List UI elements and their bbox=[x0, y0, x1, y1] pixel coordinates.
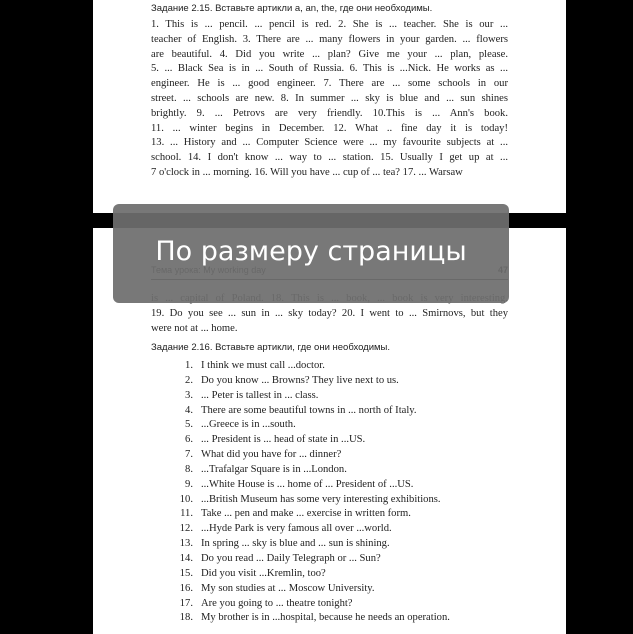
list-item bbox=[167, 478, 450, 493]
list-item-text: In spring ... sky is blue and ... sun is shining. bbox=[201, 538, 390, 550]
list-item-number: 2. bbox=[185, 374, 193, 386]
text-line: 1. This is ... pencil. ... pencil is red. 2. She is ... teacher. She is our ... bbox=[151, 19, 508, 30]
list-item bbox=[167, 611, 450, 626]
task-2-16-title bbox=[151, 342, 390, 353]
task-2-15-title-text: Задание 2.15. Вставьте артикли a, an, the, где они необходимы. bbox=[151, 3, 433, 14]
list-item bbox=[167, 374, 450, 389]
list-item-text: ... Peter is tallest in ... class. bbox=[201, 389, 319, 401]
list-item bbox=[167, 359, 450, 374]
list-item bbox=[167, 522, 450, 537]
list-item-text: Did you visit ...Kremlin, too? bbox=[201, 567, 326, 579]
list-item-number: 10. bbox=[179, 493, 193, 505]
list-item-number: 4. bbox=[185, 404, 193, 416]
list-item bbox=[167, 582, 450, 597]
list-item-text: What did you have for ... dinner? bbox=[201, 449, 342, 461]
list-item-text: Do you read ... Daily Telegraph or ... Sun? bbox=[201, 552, 381, 564]
list-item-number: 5. bbox=[185, 419, 193, 431]
task-2-16-list bbox=[167, 359, 450, 626]
list-item-number: 15. bbox=[179, 567, 193, 579]
list-item-number: 7. bbox=[185, 449, 193, 461]
text-line: 7 o'clock in ... morning. 16. Will you have ... cup of ... tea? 17. ... Warsaw bbox=[151, 166, 463, 178]
text-line: 11. ... winter begins in December. 12. What .. fine day it is today! bbox=[151, 122, 508, 134]
list-item-number: 16. bbox=[179, 582, 193, 594]
list-item-number: 3. bbox=[185, 389, 193, 401]
list-item bbox=[167, 597, 450, 612]
list-item-text: Take ... pen and make ... exercise in written form. bbox=[201, 508, 411, 520]
text-line: engineer. He is ... good engineer. 7. There are ... some schools in our bbox=[151, 78, 508, 90]
list-item-number: 13. bbox=[179, 538, 193, 550]
list-item-text: There are some beautiful towns in ... north of Italy. bbox=[201, 404, 417, 416]
list-item-text: I think we must call ...doctor. bbox=[201, 360, 325, 371]
list-item-number: 14. bbox=[179, 552, 193, 564]
list-item-number: 11. bbox=[180, 508, 193, 520]
list-item bbox=[167, 507, 450, 522]
list-item-number: 9. bbox=[185, 478, 193, 490]
list-item-number: 12. bbox=[179, 523, 193, 535]
list-item-text: Are you going to ... theatre tonight? bbox=[201, 597, 353, 609]
list-item bbox=[167, 537, 450, 552]
list-item bbox=[167, 404, 450, 419]
list-item bbox=[167, 493, 450, 508]
text-line: 5. ... Black Sea is in ... South of Russia. 6. This is ...Nick. He works as ... bbox=[151, 63, 508, 75]
list-item-number: 8. bbox=[185, 463, 193, 475]
text-line: teacher of English. 3. There are ... many flowers in your garden. ... flowers bbox=[151, 33, 508, 45]
list-item bbox=[167, 433, 450, 448]
text-line: 19. Do you see ... sun in ... sky today? 20. I went to ... Smirnovs, but they bbox=[151, 307, 508, 319]
text-line: were not at ... home. bbox=[151, 322, 238, 334]
list-item bbox=[167, 463, 450, 478]
text-line: brightly. 9. ... Petrovs are very friendly. 10.This is ... Ann's book. bbox=[151, 107, 508, 119]
list-item-text: ...Greece is in ...south. bbox=[201, 419, 296, 431]
list-item bbox=[167, 418, 450, 433]
list-item bbox=[167, 567, 450, 582]
list-item bbox=[167, 389, 450, 404]
list-item bbox=[167, 448, 450, 463]
list-item-text: Do you know ... Browns? They live next to us. bbox=[201, 374, 399, 386]
zoom-mode-toast bbox=[113, 204, 509, 303]
text-line: are beautiful. 4. Did you write ... plan? Give me your ... plan, please. bbox=[151, 48, 508, 60]
list-item-text: ...Trafalgar Square is in ...London. bbox=[201, 463, 347, 475]
list-item-number: 18. bbox=[179, 612, 193, 624]
task-2-16-title-text: Задание 2.16. Вставьте артикли, где они необходимы. bbox=[151, 342, 391, 353]
list-item-text: ...British Museum has some very interesting exhibitions. bbox=[201, 493, 441, 505]
list-item-text: My son studies at ... Moscow University. bbox=[201, 582, 375, 594]
list-item-number: 1. bbox=[185, 360, 193, 371]
list-item-text: ... President is ... head of state in ...US. bbox=[201, 434, 366, 446]
zoom-mode-label: По размеру страницы bbox=[155, 236, 467, 267]
list-item bbox=[167, 552, 450, 567]
text-line: 13. ... History and ... Computer Science were ... my favourite subjects at ... bbox=[151, 137, 508, 149]
list-item-number: 17. bbox=[179, 597, 193, 609]
document-page-top bbox=[93, 0, 566, 213]
list-item-text: ...Hyde Park is very famous all over ...world. bbox=[201, 523, 392, 535]
task-2-15-paragraph bbox=[151, 18, 508, 181]
text-line: street. ... schools are new. 8. In summer ... sky is blue and ... sun shines bbox=[151, 92, 508, 104]
task-2-15-title bbox=[151, 3, 432, 14]
list-item-number: 6. bbox=[185, 434, 193, 446]
list-item-text: My brother is in ...hospital, because he needs an operation. bbox=[201, 612, 450, 624]
list-item-text: ...White House is ... home of ... President of ...US. bbox=[201, 478, 414, 490]
text-line: school. 14. I don't know ... way to ... station. 15. Usually I get up at ... bbox=[151, 152, 508, 164]
